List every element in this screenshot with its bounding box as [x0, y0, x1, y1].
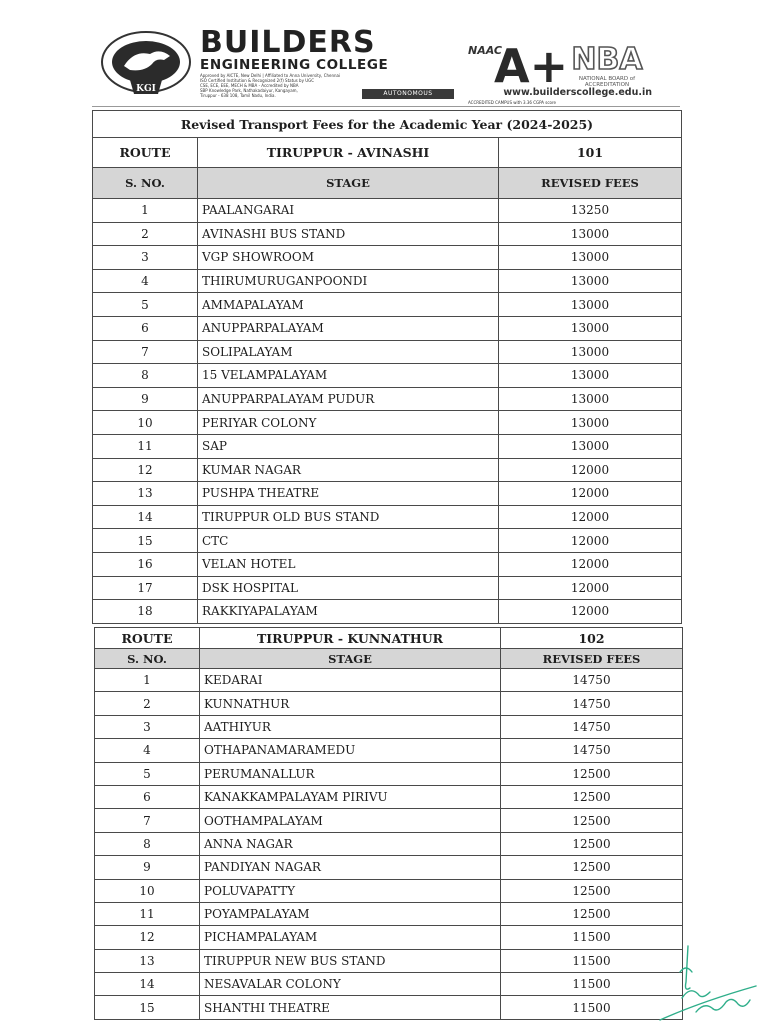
table-row	[93, 458, 682, 482]
stage-sno-cell: 4	[93, 269, 198, 293]
column-header-stage: STAGE	[200, 649, 501, 669]
route-label: ROUTE	[95, 628, 200, 649]
nba-caption: NATIONAL BOARD of ACCREDITATION	[578, 76, 636, 88]
stage-fee-cell: 12500	[501, 856, 683, 879]
table-row	[93, 246, 682, 270]
table-row	[95, 832, 683, 855]
stage-name-cell: PERUMANALLUR	[200, 762, 501, 785]
stage-fee-cell: 12000	[499, 600, 682, 624]
stage-sno-cell: 4	[95, 739, 200, 762]
stage-sno-cell: 3	[95, 715, 200, 738]
stage-fee-cell: 14750	[501, 715, 683, 738]
stage-name-cell: CTC	[198, 529, 499, 553]
stage-sno-cell: 14	[95, 973, 200, 996]
table-row	[95, 715, 683, 738]
route-header-row	[95, 628, 683, 649]
table-row	[95, 902, 683, 925]
route-number: 102	[501, 628, 683, 649]
stage-fee-cell: 13000	[499, 340, 682, 364]
stage-fee-cell: 14750	[501, 692, 683, 715]
handwritten-signature	[640, 942, 760, 1024]
stage-fee-cell: 11500	[501, 973, 683, 996]
table-row	[95, 762, 683, 785]
stage-fee-cell: 12500	[501, 762, 683, 785]
stage-name-cell: PERIYAR COLONY	[198, 411, 499, 435]
stage-fee-cell: 13000	[499, 246, 682, 270]
stage-fee-cell: 12500	[501, 809, 683, 832]
stage-fee-cell: 13000	[499, 434, 682, 458]
accreditation-line: Tiruppur - 638 108, Tamil Nadu, India.	[200, 93, 276, 98]
column-header-sno: S. NO.	[95, 649, 200, 669]
stage-name-cell: TIRUPPUR NEW BUS STAND	[200, 949, 501, 972]
stage-fee-cell: 12500	[501, 785, 683, 808]
column-header-fees: REVISED FEES	[499, 168, 682, 199]
accreditation-line: CSE, ECE, EEE, MECH & MBA - Accredited by NBA	[200, 83, 299, 88]
stage-sno-cell: 12	[93, 458, 198, 482]
table-row	[93, 199, 682, 223]
column-header-row	[93, 168, 682, 199]
stage-fee-cell: 13000	[499, 411, 682, 435]
document-title: Revised Transport Fees for the Academic Year (2024-2025)	[93, 111, 682, 138]
stage-name-cell: RAKKIYAPALAYAM	[198, 600, 499, 624]
stage-sno-cell: 16	[93, 552, 198, 576]
table-row	[95, 949, 683, 972]
stage-sno-cell: 2	[93, 222, 198, 246]
stage-sno-cell: 6	[93, 316, 198, 340]
stage-fee-cell: 13000	[499, 316, 682, 340]
column-header-stage: STAGE	[198, 168, 499, 199]
stage-name-cell: OOTHAMPALAYAM	[200, 809, 501, 832]
stage-fee-cell: 13000	[499, 387, 682, 411]
stage-sno-cell: 13	[95, 949, 200, 972]
college-seal-logo	[100, 30, 192, 98]
naac-caption: ACCREDITED CAMPUS with 3.36 CGPA score	[467, 100, 556, 105]
table-row	[93, 269, 682, 293]
stage-fee-cell: 14750	[501, 739, 683, 762]
stage-name-cell: 15 VELAMPALAYAM	[198, 364, 499, 388]
autonomous-badge: AUTONOMOUS	[362, 89, 454, 99]
stage-name-cell: TIRUPPUR OLD BUS STAND	[198, 505, 499, 529]
stage-sno-cell: 13	[93, 482, 198, 506]
stage-fee-cell: 14750	[501, 669, 683, 692]
stage-sno-cell: 9	[93, 387, 198, 411]
stage-name-cell: ANNA NAGAR	[200, 832, 501, 855]
nba-label: NBA	[571, 42, 643, 77]
table-row	[95, 785, 683, 808]
stage-sno-cell: 3	[93, 246, 198, 270]
website-link: www.builderscollege.edu.in	[503, 87, 652, 98]
stage-fee-cell: 12000	[499, 482, 682, 506]
stage-name-cell: AATHIYUR	[200, 715, 501, 738]
stage-name-cell: PICHAMPALAYAM	[200, 926, 501, 949]
stage-name-cell: THIRUMURUGANPOONDI	[198, 269, 499, 293]
stage-sno-cell: 7	[95, 809, 200, 832]
route-label: ROUTE	[93, 138, 198, 168]
column-header-sno: S. NO.	[93, 168, 198, 199]
table-row	[95, 692, 683, 715]
stage-sno-cell: 1	[93, 199, 198, 223]
stage-sno-cell: 15	[93, 529, 198, 553]
stage-name-cell: PANDIYAN NAGAR	[200, 856, 501, 879]
stage-name-cell: VGP SHOWROOM	[198, 246, 499, 270]
stage-fee-cell: 13000	[499, 364, 682, 388]
stage-fee-cell: 12000	[499, 458, 682, 482]
stage-name-cell: OTHAPANAMARAMEDU	[200, 739, 501, 762]
table-row	[93, 364, 682, 388]
stage-name-cell: ANUPPARPALAYAM PUDUR	[198, 387, 499, 411]
stage-name-cell: SOLIPALAYAM	[198, 340, 499, 364]
seal-text: KGI	[136, 84, 156, 94]
stage-fee-cell: 11500	[501, 996, 683, 1019]
stage-fee-cell: 12500	[501, 879, 683, 902]
table-row	[95, 879, 683, 902]
stage-name-cell: AMMAPALAYAM	[198, 293, 499, 317]
stage-name-cell: SAP	[198, 434, 499, 458]
stage-name-cell: PUSHPA THEATRE	[198, 482, 499, 506]
route-number: 101	[499, 138, 682, 168]
stage-sno-cell: 17	[93, 576, 198, 600]
stage-name-cell: KUNNATHUR	[200, 692, 501, 715]
stage-fee-cell: 13000	[499, 293, 682, 317]
table-row	[95, 926, 683, 949]
college-name: BUILDERS	[200, 25, 376, 60]
stage-fee-cell: 13000	[499, 269, 682, 293]
stage-fee-cell: 12000	[499, 552, 682, 576]
stage-name-cell: NESAVALAR COLONY	[200, 973, 501, 996]
accreditation-line: SBP Knowledge Park, Nathakadaiyur, Kangayam,	[200, 88, 298, 93]
stage-fee-cell: 12000	[499, 576, 682, 600]
college-block	[200, 25, 456, 98]
stage-fee-cell: 13250	[499, 199, 682, 223]
naac-label: NAAC	[468, 44, 502, 57]
stage-name-cell: AVINASHI BUS STAND	[198, 222, 499, 246]
column-header-row	[95, 649, 683, 669]
stage-sno-cell: 15	[95, 996, 200, 1019]
naac-logo	[464, 32, 569, 93]
table-row	[95, 809, 683, 832]
stage-fee-cell: 12500	[501, 902, 683, 925]
letterhead-divider	[92, 106, 680, 107]
route-102-table	[94, 627, 683, 1020]
stage-sno-cell: 5	[95, 762, 200, 785]
stage-name-cell: POYAMPALAYAM	[200, 902, 501, 925]
stage-sno-cell: 8	[95, 832, 200, 855]
college-subtitle: ENGINEERING COLLEGE	[200, 57, 389, 73]
table-row	[95, 856, 683, 879]
table-row	[93, 340, 682, 364]
stage-name-cell: KANAKKAMPALAYAM PIRIVU	[200, 785, 501, 808]
stage-fee-cell: 12000	[499, 529, 682, 553]
table-row	[93, 293, 682, 317]
stage-sno-cell: 12	[95, 926, 200, 949]
stage-name-cell: PAALANGARAI	[198, 199, 499, 223]
table-row	[95, 996, 683, 1019]
route-name: TIRUPPUR - AVINASHI	[198, 138, 499, 168]
stage-fee-cell: 12500	[501, 832, 683, 855]
stage-name-cell: POLUVAPATTY	[200, 879, 501, 902]
table-row	[93, 576, 682, 600]
stage-name-cell: DSK HOSPITAL	[198, 576, 499, 600]
table-row	[93, 387, 682, 411]
stage-sno-cell: 6	[95, 785, 200, 808]
nba-logo	[566, 40, 648, 77]
stage-sno-cell: 18	[93, 600, 198, 624]
stage-sno-cell: 9	[95, 856, 200, 879]
route-name: TIRUPPUR - KUNNATHUR	[200, 628, 501, 649]
table-row	[93, 316, 682, 340]
stage-fee-cell: 12000	[499, 505, 682, 529]
table-row	[95, 739, 683, 762]
stage-sno-cell: 10	[95, 879, 200, 902]
naac-grade: A+	[494, 39, 569, 93]
stage-sno-cell: 14	[93, 505, 198, 529]
stage-sno-cell: 1	[95, 669, 200, 692]
stage-name-cell: VELAN HOTEL	[198, 552, 499, 576]
stage-name-cell: ANUPPARPALAYAM	[198, 316, 499, 340]
accreditation-line: Approved by AICTE, New Delhi | Affiliated to Anna University, Chennai	[200, 73, 341, 78]
stage-sno-cell: 7	[93, 340, 198, 364]
route-101-table	[92, 110, 682, 624]
stage-sno-cell: 10	[93, 411, 198, 435]
stage-sno-cell: 5	[93, 293, 198, 317]
table-row	[93, 434, 682, 458]
stage-fee-cell: 13000	[499, 222, 682, 246]
table-row	[93, 482, 682, 506]
table-row	[95, 669, 683, 692]
table-row	[93, 529, 682, 553]
accreditation-line: ISO Certified Institution & Recognized 2(f) Status by UGC	[200, 78, 315, 83]
stage-fee-cell: 11500	[501, 926, 683, 949]
table-row	[93, 552, 682, 576]
stage-name-cell: SHANTHI THEATRE	[200, 996, 501, 1019]
table-row	[95, 973, 683, 996]
stage-name-cell: KUMAR NAGAR	[198, 458, 499, 482]
stage-sno-cell: 8	[93, 364, 198, 388]
table-row	[93, 222, 682, 246]
letterhead	[96, 25, 652, 105]
stage-sno-cell: 2	[95, 692, 200, 715]
column-header-fees: REVISED FEES	[501, 649, 683, 669]
table-row	[93, 600, 682, 624]
stage-sno-cell: 11	[93, 434, 198, 458]
route-header-row	[93, 138, 682, 168]
table-row	[93, 505, 682, 529]
stage-name-cell: KEDARAI	[200, 669, 501, 692]
stage-fee-cell: 11500	[501, 949, 683, 972]
stage-sno-cell: 11	[95, 902, 200, 925]
table-row	[93, 411, 682, 435]
